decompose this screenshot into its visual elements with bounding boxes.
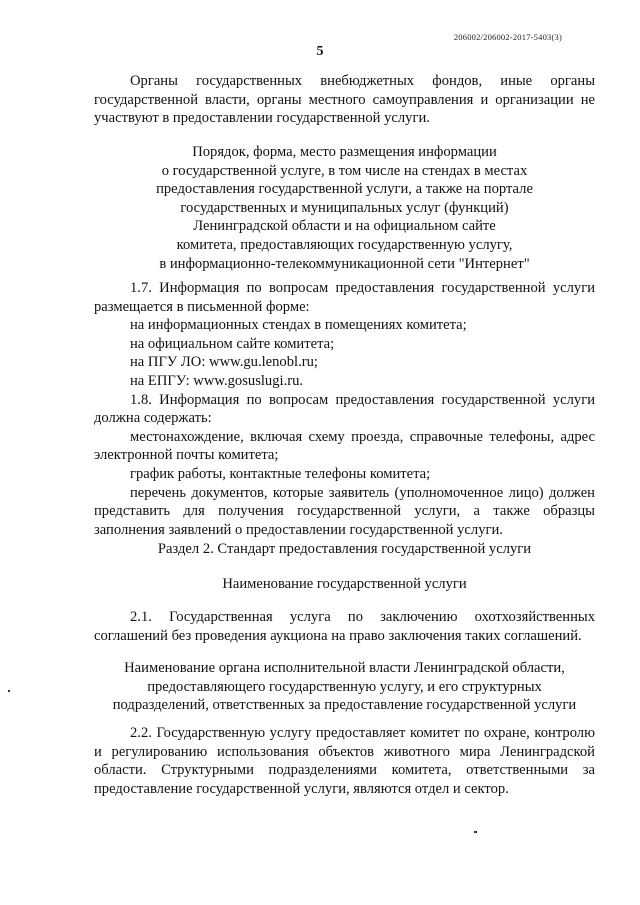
paragraph-1-7: 1.7. Информация по вопросам предоставления государственной услуги размещается в письменной форме: <box>94 280 595 315</box>
page-number: 5 <box>316 44 324 59</box>
scan-dot <box>8 690 10 692</box>
section-2-1 <box>94 608 595 645</box>
section-2-2 <box>94 724 595 798</box>
section-2-title: Раздел 2. Стандарт предоставления государственной услуги <box>157 541 532 557</box>
heading-line: Порядок, форма, место размещения информации <box>192 144 497 160</box>
heading-info-order-text <box>94 143 595 273</box>
heading-line: государственных и муниципальных услуг (функций) <box>180 199 509 216</box>
paragraph-text: Органы государственных внебюджетных фондов, иные органы государственной власти, органы местного самоуправления и организации не участвуют в предоставлении государственной услуги. <box>94 73 595 127</box>
list-item: на информационных стендах в помещениях комитета; <box>130 317 467 334</box>
list-item: на ЕПГУ: www.gosuslugi.ru. <box>130 372 304 389</box>
heading-organ-text <box>94 659 595 715</box>
paragraph-organs <box>94 72 595 128</box>
heading-line: Ленинградской области и на официальном сайте <box>193 218 496 235</box>
heading-line: в информационно-телекоммуникационной сети "Интернет" <box>159 255 530 272</box>
paragraph-location: местонахождение, включая схему проезда, справочные телефоны, адрес электронной почты комитета; <box>94 428 595 464</box>
list-item: на официальном сайте комитета; <box>130 335 335 352</box>
heading-line: Наименование органа исполнительной власти Ленинградской области, <box>124 660 565 676</box>
paragraph-documents: перечень документов, которые заявитель (уполномоченное лицо) должен представить для получения государственной услуги, а также образцы заполнения заявлений о предоставлении государственной услуги. <box>94 484 595 538</box>
document-id: 206002/206002-2017-5403(3) <box>453 32 562 42</box>
heading-info-order <box>94 143 595 273</box>
heading-service-name-text: Наименование государственной услуги <box>222 576 467 592</box>
paragraph-2-1: 2.1. Государственная услуга по заключению охотхозяйственных соглашений без проведения аукциона на право заключения таких соглашений. <box>94 609 595 644</box>
heading-line: подразделений, ответственных за предоставление государственной услуги <box>112 697 577 714</box>
list-item: на ПГУ ЛО: www.gu.lenobl.ru; <box>130 354 318 371</box>
heading-organ <box>94 659 595 715</box>
paragraph-schedule: график работы, контактные телефоны комитета; <box>130 465 431 482</box>
heading-line: предоставляющего государственную услугу, и его структурных <box>147 678 542 695</box>
heading-line: о государственной услуге, в том числе на стендах в местах <box>161 162 528 179</box>
paragraph-2-2: 2.2. Государственную услугу предоставляет комитет по охране, контролю и регулированию использования объектов животного мира Ленинградской области. Структурными подразделениями комитета, ответственными за предоставление государственной услуги, являются отдел и сектор. <box>94 725 595 797</box>
section-2-heading <box>94 540 595 559</box>
section-1-7 <box>94 279 595 539</box>
heading-line: предоставления государственной услуги, а также на портале <box>156 181 533 198</box>
scan-dot <box>474 831 477 833</box>
paragraph-1-8: 1.8. Информация по вопросам предоставления государственной услуги должна содержать: <box>94 391 595 427</box>
heading-line: комитета, предоставляющих государственную услугу, <box>176 236 513 253</box>
heading-service-name <box>94 575 595 594</box>
